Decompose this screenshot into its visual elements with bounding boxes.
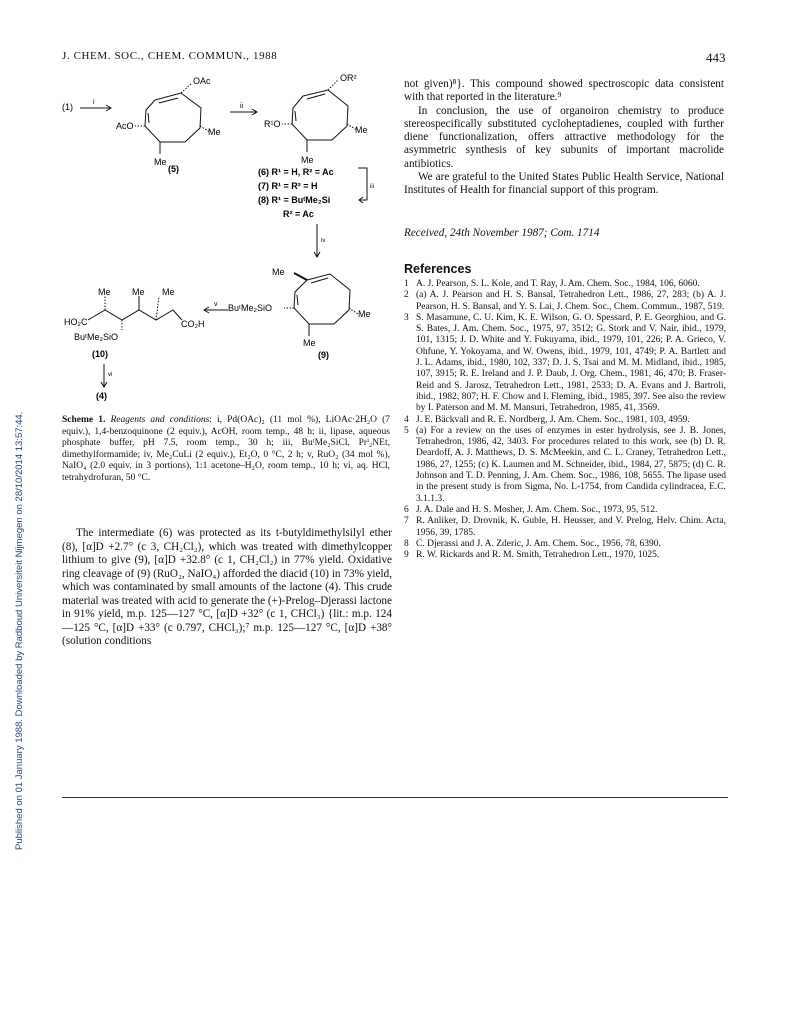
svg-text:Me: Me — [358, 309, 371, 319]
svg-text:iv: iv — [321, 238, 326, 244]
left-body-text: The intermediate (6) was protected as its t-butyldimethylsilyl ether (8), [α]D +2.7° (c 3, CH₂Cl₂), which was treated with dimethylcopper lithium to give (9), [α]D +32.8° (c 1, CH₂Cl₂) in 77% yield. Oxidative ring cleavage of (9) (RuO₂, NaIO₄) afforded the diacid (10) in 73% yield, which was contaminated by small amounts of the lactone (4). This crude material was treated with acid to generate the (+)-Prelog–Djerassi lactone in 91% yield, m.p. 125—127 °C, [α]D +32° (c 1, CHCl₃) {lit.: m.p. 124—125 °C, [α]D +33° (c 0.797, CHCl₃);⁷ m.p. 125—127 °C, [α]D +38° (solution conditions — [62, 527, 392, 647]
compound-9-structure — [284, 273, 358, 336]
svg-text:Me: Me — [162, 287, 175, 297]
svg-text:Me: Me — [98, 287, 111, 297]
reaction-scheme — [60, 68, 400, 408]
reference-item: 4 J. E. Bäckvall and R. E. Nordberg, J. Am. Chem. Soc., 1981, 103, 4959. — [404, 414, 690, 425]
svg-text:Me: Me — [272, 267, 285, 277]
svg-text:Me: Me — [154, 157, 167, 167]
references-heading: References — [404, 262, 472, 276]
svg-text:R¹O: R¹O — [264, 119, 281, 129]
reference-item: 6 J. A. Dale and H. S. Mosher, J. Am. Chem. Soc., 1973, 95, 512. — [404, 504, 658, 515]
svg-text:CO₂H: CO₂H — [181, 319, 205, 329]
footer-rule — [62, 797, 728, 798]
received-line: Received, 24th November 1987; Com. 1714 — [404, 227, 600, 239]
reference-item: 8 C. Djerassi and J. A. Zderic, J. Am. Chem. Soc., 1956, 78, 6390. — [404, 538, 661, 549]
svg-text:BuᵗMe₂SiO: BuᵗMe₂SiO — [228, 303, 272, 313]
compound-4-label: (4) — [96, 391, 107, 401]
svg-text:iii: iii — [370, 184, 374, 190]
reference-item: 9 R. W. Rickards and R. M. Smith, Tetrahedron Lett., 1970, 1025. — [404, 550, 660, 561]
reference-item: 5 (a) For a review on the uses of enzymes in ester hydrolysis, see J. B. Jones, Tetrahedron, 1986, 42, 3403. For procedures related to this work, see (b) D. R. Deardoff, A. J. Matthews, D. S. McMeekin, and C. L. Craney, Tetrahedron Lett., 1986, 27, 1255; (c) K. Laumen and M. Schneider, ibid., 1984, 27, 5875; (d) C. R. Johnson and T. D. Penning, J. Am. Chem. Soc., 1986, 108, 5655. The lipase used in the present study is from Sigma, No. L-1754, from Candida cylindracea, E.C. 3.1.1.3. — [404, 425, 726, 504]
svg-text:v: v — [214, 301, 218, 308]
compound-6-label: (6) R¹ = H, R² = Ac — [258, 167, 334, 177]
svg-text:HO₂C: HO₂C — [64, 317, 88, 327]
references-list — [404, 279, 726, 561]
compound-8-label: (8) R¹ = BuᵗMe₂Si — [258, 195, 331, 205]
compound-5-structure — [135, 83, 210, 154]
reference-item: 3 S. Masamune, C. U. Kim, K. E. Wilson, G. O. Spessard, P. E. Georghiou, and G. S. Bates, J. Am. Chem. Soc., 1975, 97, 3512; G. Stork and V. Nair, ibid., 1979, 101, 1315; J. D. White and Y. Fukuyama, ibid., 1979, 101, 226; P. A. Grieco, V. Ohfune, Y. Yokoyama, and W. Owens, ibid., 1979, 101, 4749; P. A. Bartlett and J. L. Adams, ibid., 1980, 102, 337; D. J. S. Tsai and M. M. Midland, ibid., 1985, 107, 3915; R. E. Ireland and J. P. Daub, J. Org. Chem., 1981, 46, 470; B. Fraser-Reid and S. Jarosz, Tetrahedron Lett., 1981, 2533; D. A. Evans and J. Bartroli, ibid., 1982, 807; H. F. Chow and I. Fleming, ibid., 1985, 397. See also the review by I. Paterson and M. M. Mansuri, Tetrahedron, 1985, 41, 3569. — [404, 312, 726, 414]
svg-text:vi: vi — [108, 372, 113, 378]
reference-item: 1 A. J. Pearson, S. L. Kole, and T. Ray, J. Am. Chem. Soc., 1984, 106, 6060. — [404, 279, 700, 289]
svg-text:Me: Me — [132, 287, 145, 297]
compound-10-label: (10) — [92, 349, 109, 359]
svg-text:i: i — [93, 99, 95, 106]
svg-text:BuᵗMe₂SiO: BuᵗMe₂SiO — [74, 332, 118, 342]
svg-text:OR²: OR² — [340, 73, 357, 83]
download-watermark: Published on 01 January 1988. Downloaded by Radboud Universiteit Nijmegen on 28/10/2014 13:57:44. — [14, 411, 25, 850]
svg-text:OAc: OAc — [193, 76, 211, 86]
compound-6-8-structure — [282, 80, 357, 152]
compound-5-label: (5) — [168, 164, 179, 174]
svg-text:Me: Me — [355, 125, 368, 135]
compound-1-label: (1) — [62, 102, 73, 112]
svg-text:Me: Me — [208, 127, 221, 137]
compound-7-label: (7) R¹ = R² = H — [258, 181, 318, 191]
svg-text:Me: Me — [303, 338, 316, 348]
running-header: J. CHEM. SOC., CHEM. COMMUN., 1988 — [62, 50, 278, 62]
compound-10-structure — [88, 296, 182, 330]
svg-text:R² = Ac: R² = Ac — [283, 209, 314, 219]
reference-item: 2 (a) A. J. Pearson and H. S. Bansal, Tetrahedron Lett., 1986, 27, 283; (b) A. J. Pearson, H. S. Bansal, and Y. S. Lai, J. Chem. Soc., Chem. Commun., 1987, 519. — [404, 290, 726, 312]
reference-item: 7 R. Anliker, D. Drovnik, K. Guble, H. Heusser, and V. Prelog, Helv. Chim. Acta, 1956, 39, 1785. — [404, 516, 726, 538]
page-number: 443 — [706, 50, 726, 65]
svg-text:ii: ii — [240, 103, 244, 110]
compound-9-label: (9) — [318, 350, 329, 360]
svg-text:Me: Me — [301, 155, 314, 165]
svg-text:AcO: AcO — [116, 121, 134, 131]
right-body-text: not given)⁸}. This compound showed spectroscopic data consistent with that reported in the literature.⁹ In conclusion, the use of organoiron chemistry to produce stereospecifically substituted cycloheptadienes, coupled with further diene functionalization, offers attractive methodology for the asymmetric synthesis of key subunits of important macrolide antibiotics. We are grateful to the United States Public Health Service, National Institutes of Health for financial support of this program. — [404, 78, 724, 197]
scheme-caption: Scheme 1. Reagents and conditions: i, Pd(OAc)₂ (11 mol %), LiOAc·2H₂O (7 equiv.), 1,4-benzoquinone (2 equiv.), AcOH, room temp., 48 h; ii, lipase, aqueous phosphate buffer, pH 7.5, room temp., 30 h; iii, BuᵗMe₂SiCl, Prⁱ₂NEt, dimethylformamide; iv, Me₂CuLi (2 equiv.), Et₂O, 0 °C, 2 h; v, RuO₂ (34 mol %), NaIO₄ (2.0 equiv. in 3 portions), 1:1 acetone–H₂O, room temp., 10 h; vi, aq. HCl, tetrahydrofuran, 50 °C. — [62, 415, 390, 483]
